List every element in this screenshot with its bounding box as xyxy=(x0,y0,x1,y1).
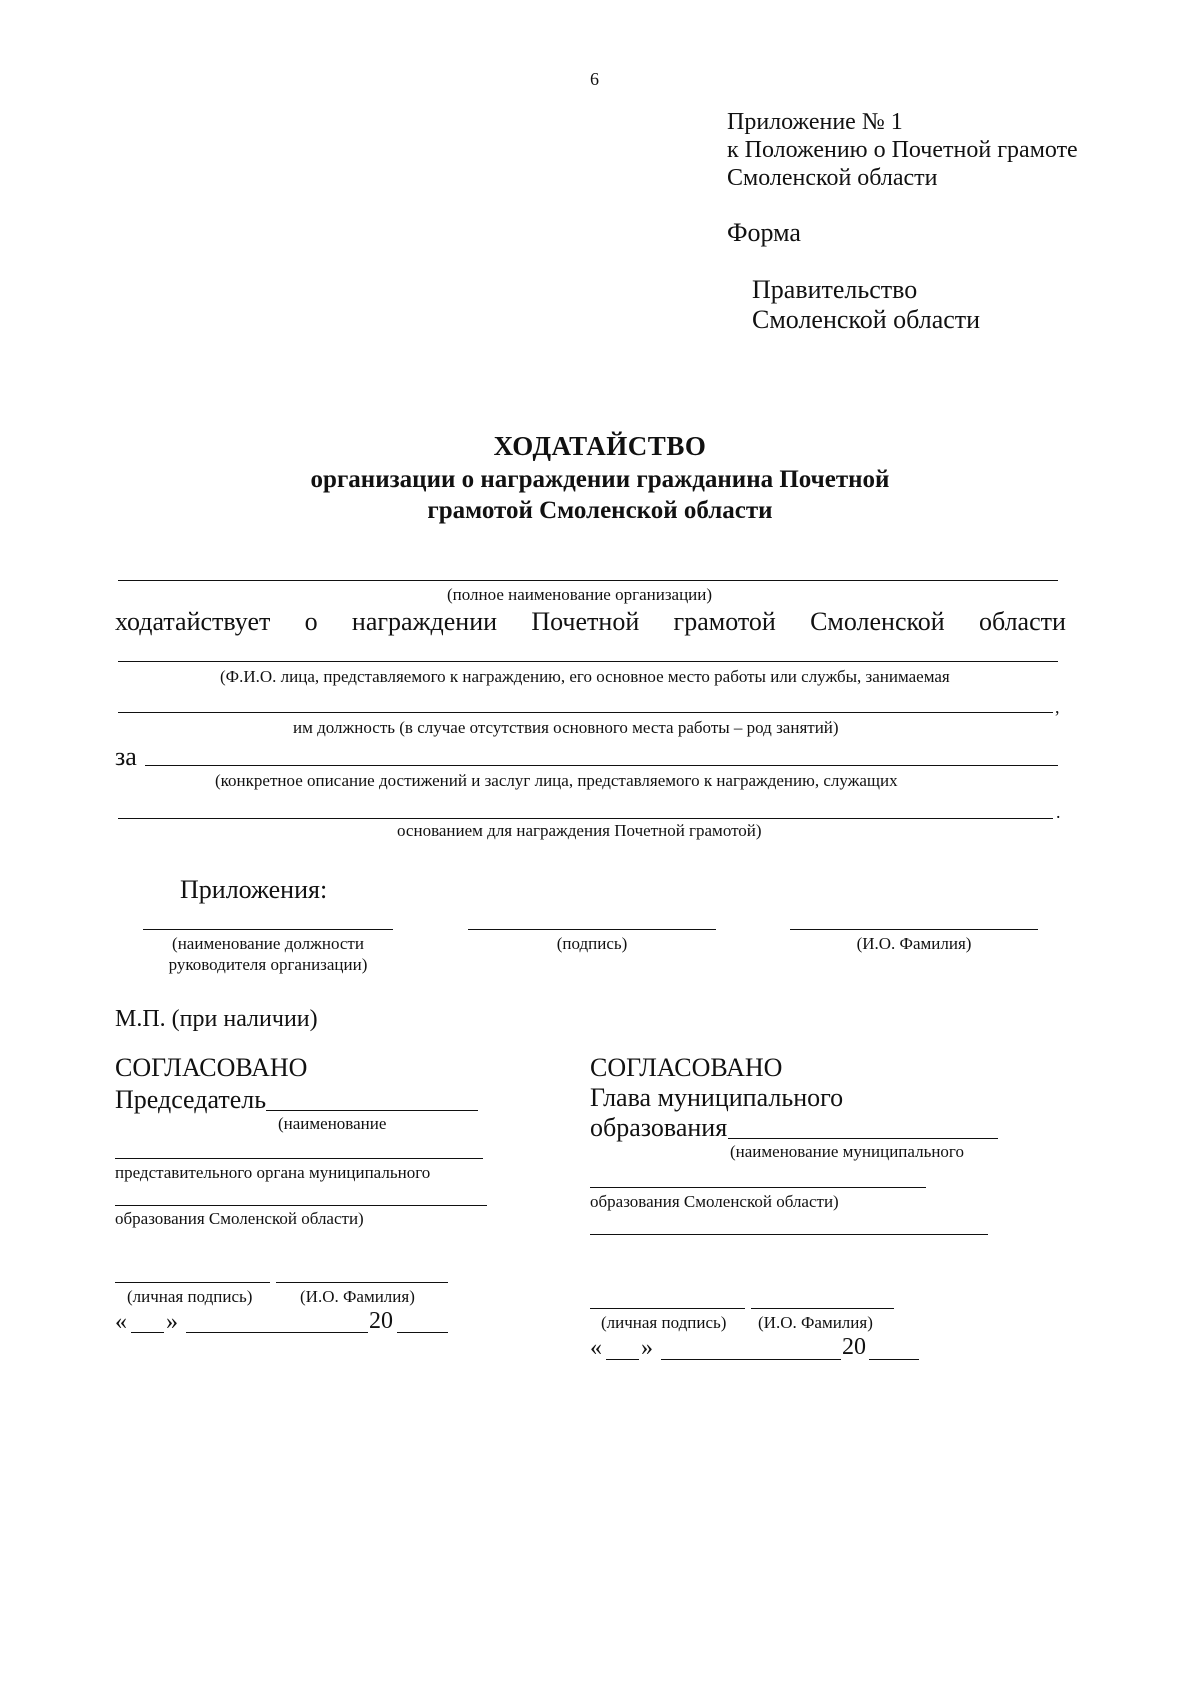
right-date-year-prefix: 20 xyxy=(842,1334,866,1360)
right-caption-1: (наименование муниципального xyxy=(730,1142,964,1161)
right-date-day-line xyxy=(606,1359,639,1360)
page-number: 6 xyxy=(590,69,599,89)
petition-word: ходатайствует xyxy=(115,607,271,636)
right-approval-role-1: Глава муниципального xyxy=(590,1083,844,1112)
right-date-month-line xyxy=(661,1359,841,1360)
appendix-block xyxy=(727,108,1078,192)
left-date-year-prefix: 20 xyxy=(369,1308,393,1334)
za-label: за xyxy=(115,742,137,771)
right-caption-2: образования Смоленской области) xyxy=(590,1192,839,1211)
name-signature-line xyxy=(790,929,1038,930)
left-name-line xyxy=(276,1282,448,1283)
right-name-caption: (И.О. Фамилия) xyxy=(758,1313,873,1332)
right-date-quote-open: « xyxy=(590,1335,602,1361)
right-org-line-1 xyxy=(590,1187,926,1188)
right-approval-heading: СОГЛАСОВАНО xyxy=(590,1053,783,1082)
left-org-line-1 xyxy=(115,1158,483,1159)
left-date-year-line xyxy=(397,1332,448,1333)
position-caption-line-1: (наименование должности xyxy=(172,934,364,953)
petition-sentence xyxy=(115,607,1066,637)
right-org-line-2 xyxy=(590,1234,988,1235)
left-date-quote-close: » xyxy=(166,1309,178,1335)
left-approval-role: Председатель xyxy=(115,1085,267,1114)
petition-word: Почетной xyxy=(531,607,640,636)
left-date-quote-open: « xyxy=(115,1309,127,1335)
left-role-line xyxy=(266,1110,478,1111)
name-caption: (И.О. Фамилия) xyxy=(856,934,972,953)
petition-word: грамотой xyxy=(673,607,776,636)
left-date-day-line xyxy=(131,1332,164,1333)
document-subtitle-1: организации о награждении гражданина Почетной xyxy=(310,466,890,493)
merit-line-2 xyxy=(118,818,1053,819)
left-caption-2: представительного органа муниципального xyxy=(115,1163,431,1182)
document-title: ХОДАТАЙСТВО xyxy=(493,431,707,461)
document-subtitle-2: грамотой Смоленской области xyxy=(427,497,773,524)
right-date-year-line xyxy=(869,1359,919,1360)
petition-word: награждении xyxy=(351,607,498,636)
position-caption: им должность (в случае отсутствия основного места работы – род занятий) xyxy=(293,718,839,737)
signature-caption: (подпись) xyxy=(556,934,628,953)
attachments-label: Приложения: xyxy=(180,875,328,904)
right-date-quote-close: » xyxy=(641,1335,653,1361)
signature-line xyxy=(468,929,716,930)
left-org-line-2 xyxy=(115,1205,487,1206)
addressee-line-1: Правительство xyxy=(752,275,918,304)
left-caption-1: (наименование xyxy=(278,1114,387,1133)
left-personal-signature-line xyxy=(115,1282,270,1283)
position-caption-line-2: руководителя организации) xyxy=(168,955,368,974)
position-signature-caption xyxy=(143,933,393,975)
petition-word: области xyxy=(979,607,1066,636)
right-personal-signature-line xyxy=(590,1308,745,1309)
left-date-month-line xyxy=(186,1332,368,1333)
position-line xyxy=(118,712,1053,713)
person-caption: (Ф.И.О. лица, представляемого к награждению, его основное место работы или службы, занимаемая xyxy=(220,667,950,686)
right-approval-role-2: образования xyxy=(590,1113,728,1142)
period-mark: . xyxy=(1056,802,1061,822)
person-line xyxy=(118,661,1058,662)
right-role-line xyxy=(728,1138,998,1139)
org-name-line xyxy=(118,580,1058,581)
left-caption-3: образования Смоленской области) xyxy=(115,1209,364,1228)
addressee-line-2: Смоленской области xyxy=(752,305,981,334)
addressee-block xyxy=(752,275,980,335)
position-signature-line xyxy=(143,929,393,930)
appendix-line-1: Приложение № 1 xyxy=(727,109,903,135)
appendix-line-3: Смоленской области xyxy=(727,165,938,191)
left-approval-heading: СОГЛАСОВАНО xyxy=(115,1053,308,1082)
merit-caption-1: (конкретное описание достижений и заслуг лица, представляемого к награждению, служащих xyxy=(215,771,898,790)
org-name-caption: (полное наименование организации) xyxy=(447,585,713,604)
right-personal-signature-caption: (личная подпись) xyxy=(601,1313,727,1332)
left-personal-signature-caption: (личная подпись) xyxy=(127,1287,253,1306)
merit-line-1 xyxy=(145,765,1058,766)
comma-mark: , xyxy=(1055,697,1060,717)
stamp-label: М.П. (при наличии) xyxy=(115,1006,318,1032)
petition-word: Смоленской xyxy=(810,607,945,636)
right-name-line xyxy=(751,1308,894,1309)
left-name-caption: (И.О. Фамилия) xyxy=(300,1287,415,1306)
form-label: Форма xyxy=(727,218,801,247)
petition-word: о xyxy=(304,607,318,636)
appendix-line-2: к Положению о Почетной грамоте xyxy=(727,137,1078,163)
merit-caption-2: основанием для награждения Почетной грамотой) xyxy=(397,821,762,840)
